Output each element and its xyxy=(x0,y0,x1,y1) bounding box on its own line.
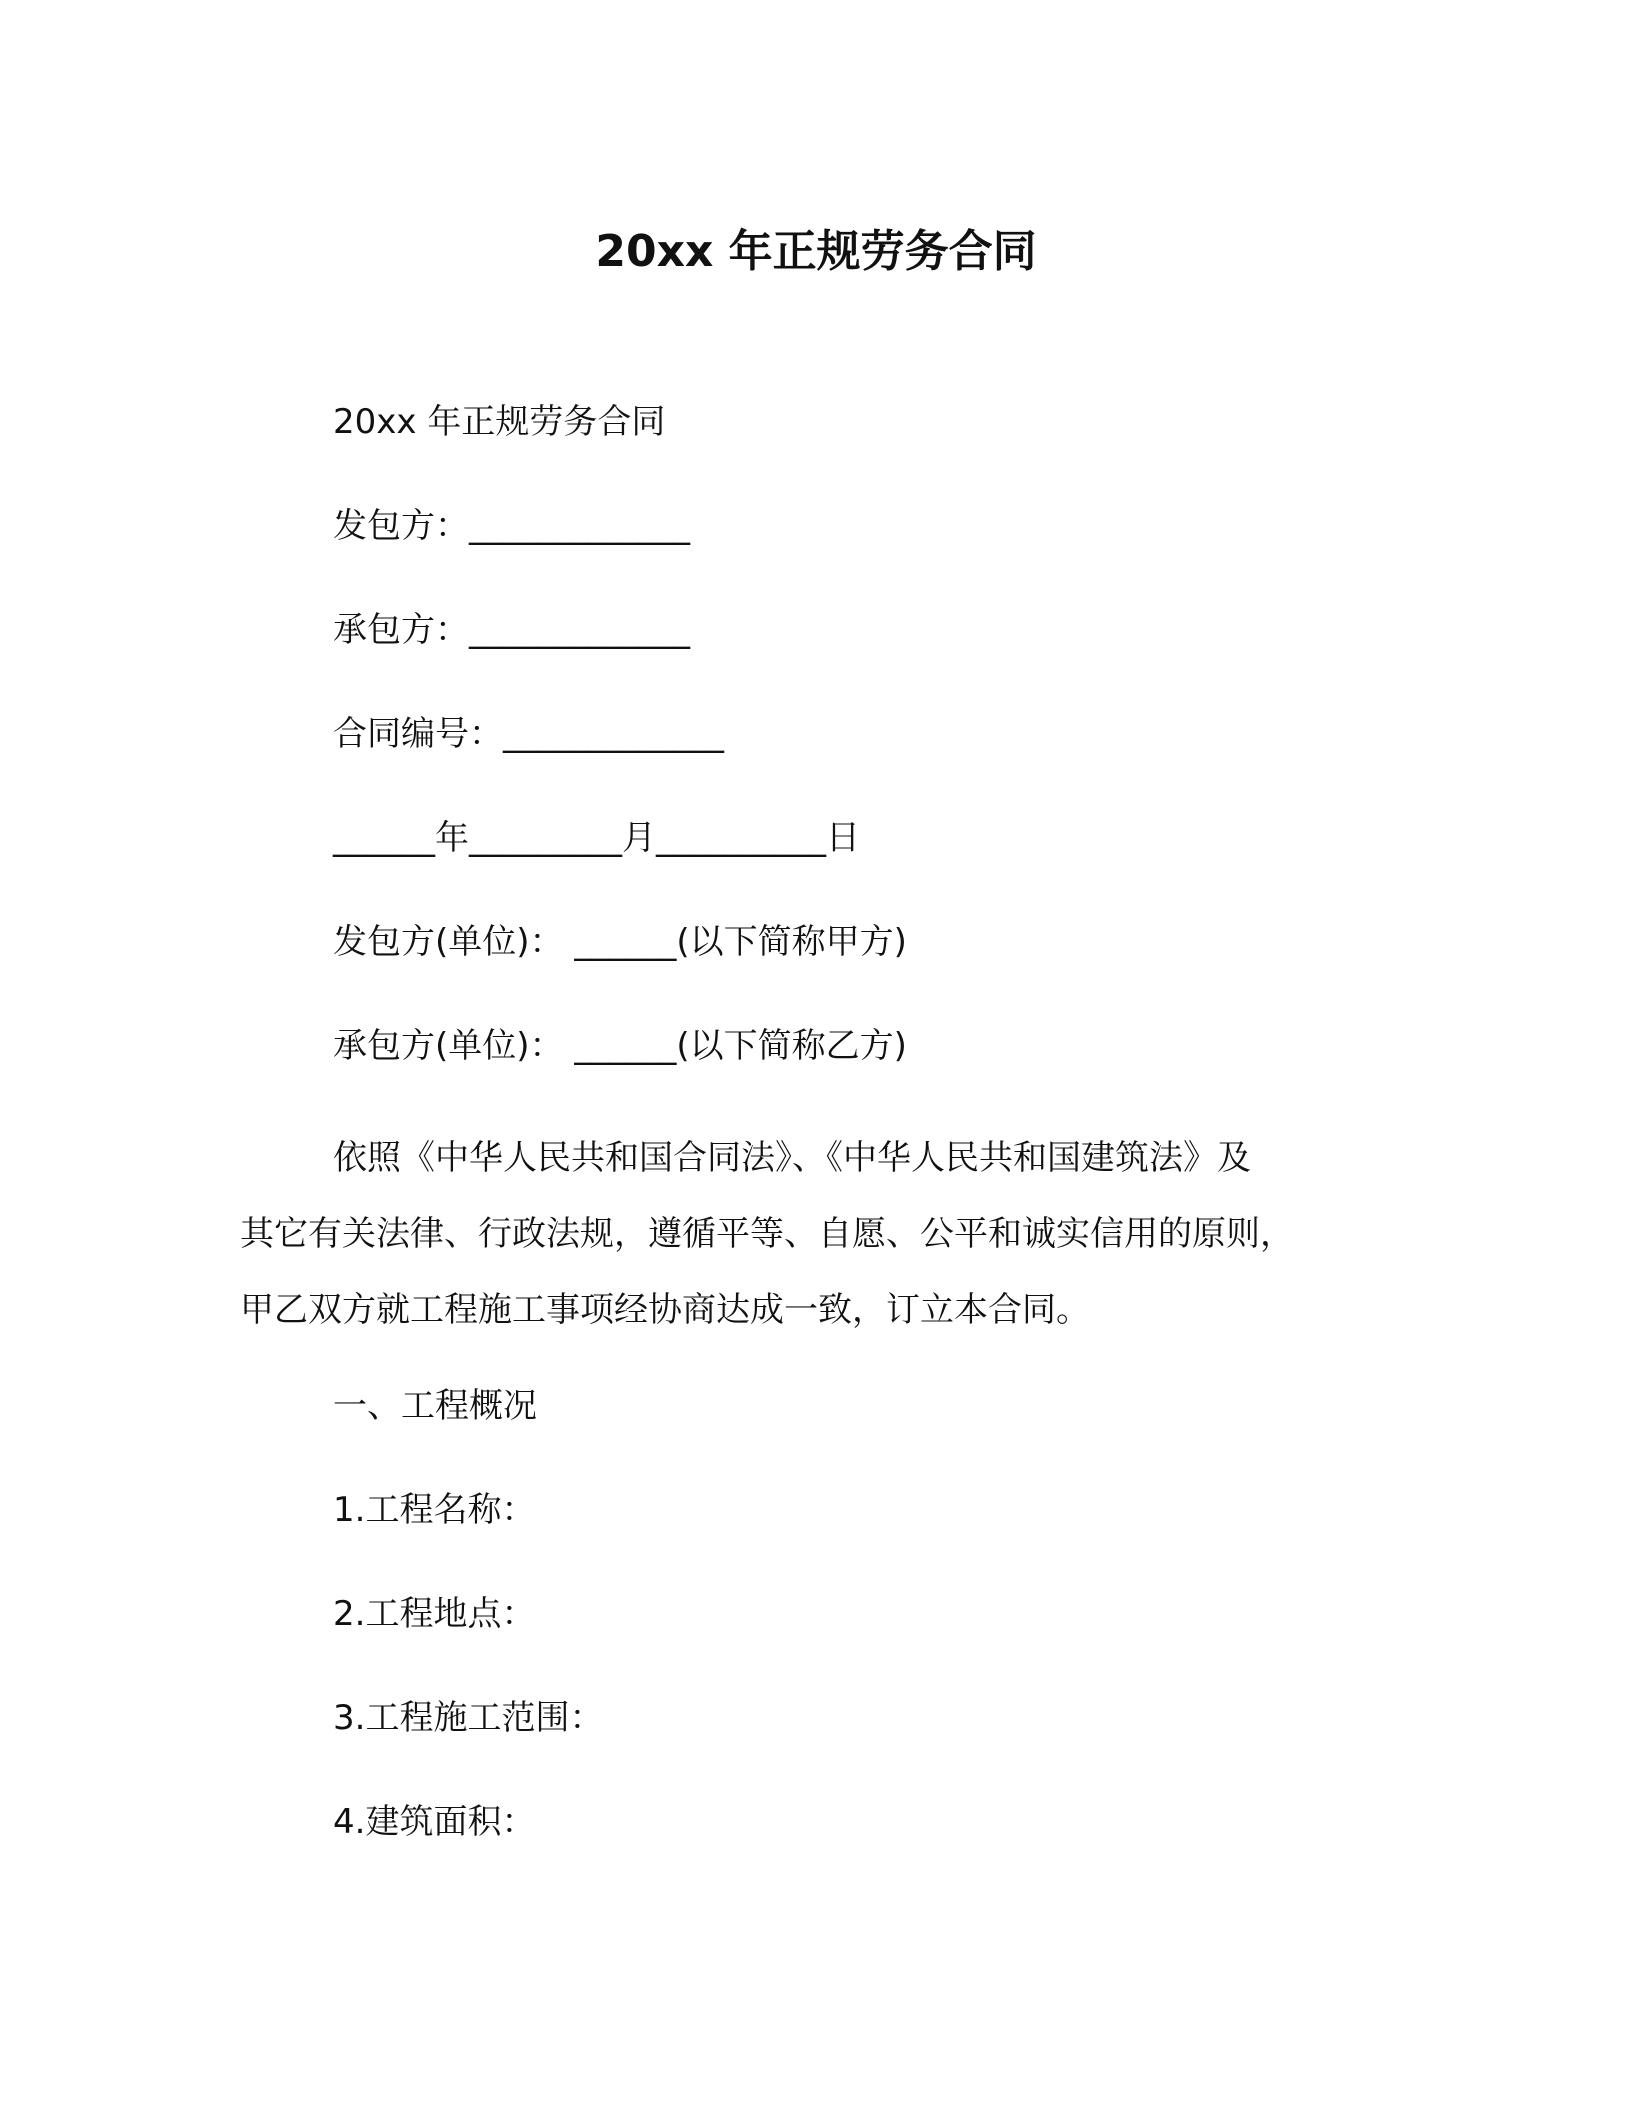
section-heading: 一、工程概况 xyxy=(333,1386,537,1426)
document-title: 20xx 年正规劳务合同 xyxy=(595,226,1037,277)
date-field: ______年_________月__________日 xyxy=(333,818,860,858)
preamble-line: 其它有关法律、行政法规，遵循平等、自愿、公平和诚实信用的原则， xyxy=(240,1214,1294,1254)
contractor-field: 承包方：_____________ xyxy=(333,610,690,650)
project-name-field: 1.工程名称： xyxy=(333,1490,536,1530)
project-location-field: 2.工程地点： xyxy=(333,1594,536,1634)
building-area-field: 4.建筑面积： xyxy=(333,1802,536,1842)
preamble-paragraph xyxy=(240,1120,1390,1348)
doc-subtitle: 20xx 年正规劳务合同 xyxy=(333,402,666,442)
party-b-field: 承包方(单位)： ______(以下简称乙方) xyxy=(333,1026,907,1066)
preamble-line: 甲乙双方就工程施工事项经协商达成一致，订立本合同。 xyxy=(240,1290,1090,1330)
party-a-field: 发包方(单位)： ______(以下简称甲方) xyxy=(333,922,907,962)
contract-number-field: 合同编号：_____________ xyxy=(333,714,724,754)
issuer-field: 发包方：_____________ xyxy=(333,506,690,546)
preamble-line: 依照《中华人民共和国合同法》、《中华人民共和国建筑法》及 xyxy=(333,1138,1251,1178)
project-scope-field: 3.工程施工范围： xyxy=(333,1698,604,1738)
